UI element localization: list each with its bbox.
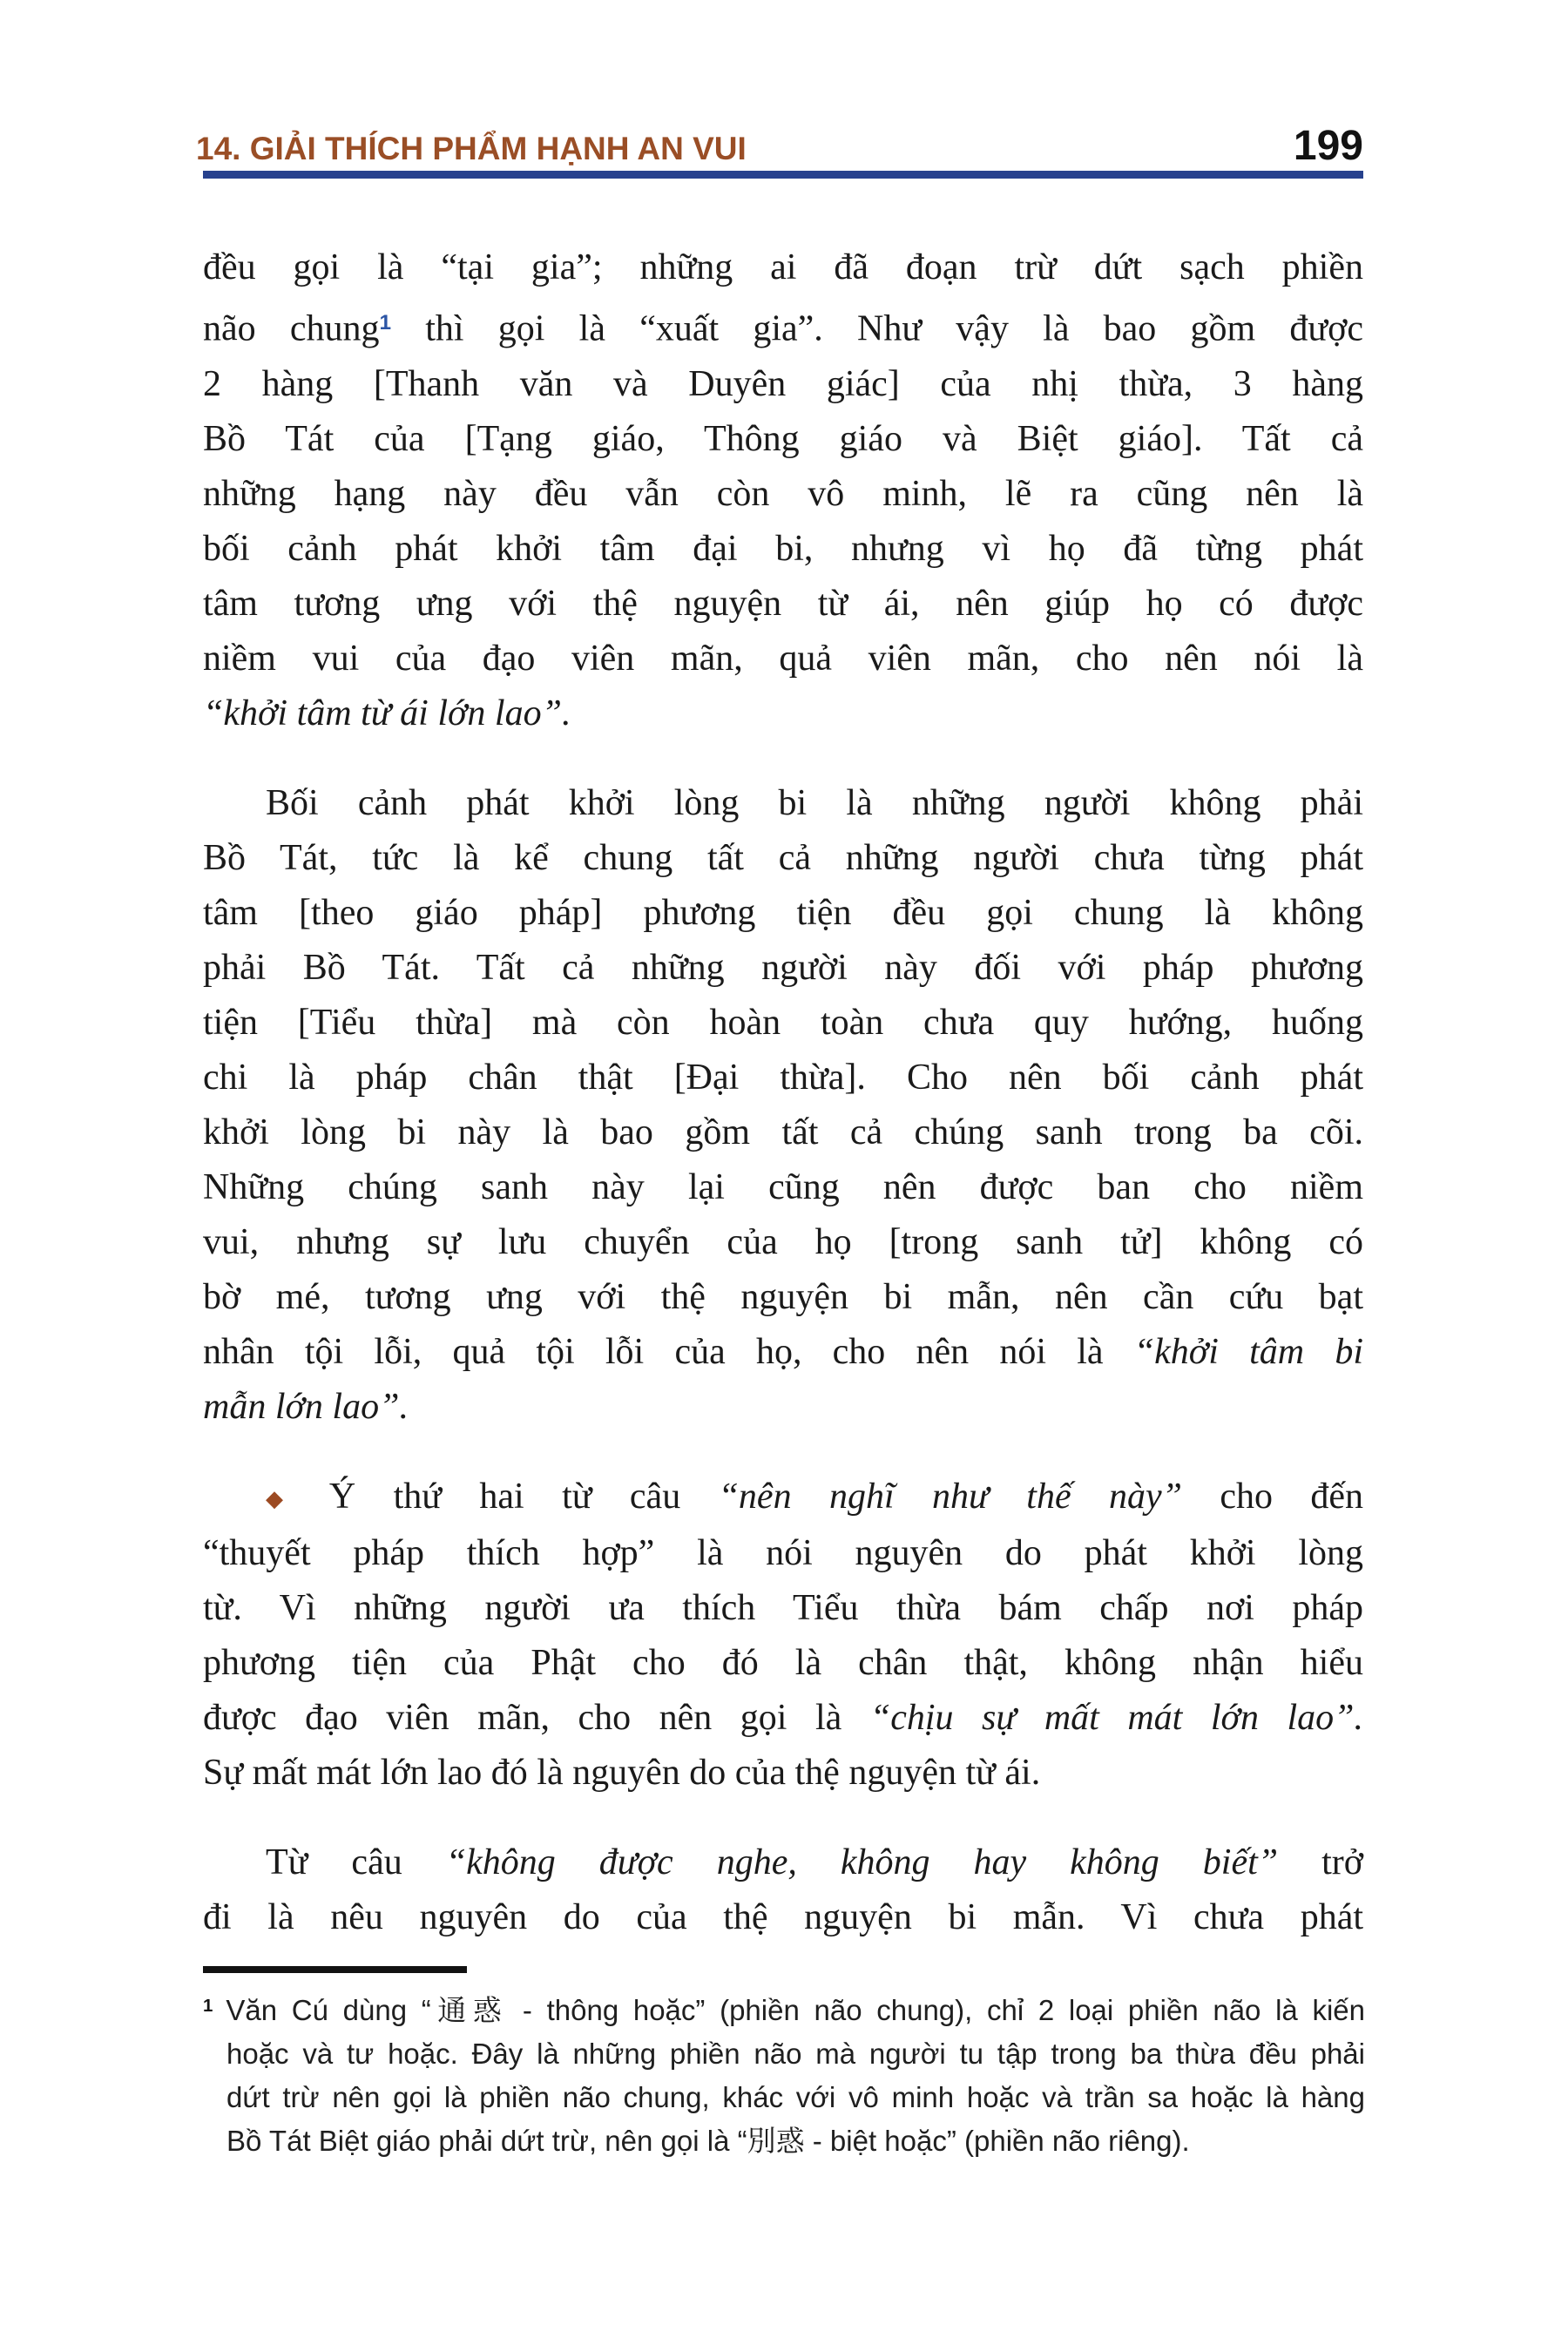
paragraph <box>203 1835 1363 1945</box>
text-line <box>203 1051 1363 1105</box>
text-segment: niềm vui của đạo viên mãn, quả viên mãn, cho nên nói là <box>203 638 1363 679</box>
text-line <box>203 941 1363 996</box>
text-line <box>203 522 1363 577</box>
text-line <box>203 1581 1363 1636</box>
text-segment: tâm [theo giáo pháp] phương tiện đều gọi chung là không <box>203 892 1363 933</box>
paragraph <box>203 776 1363 1435</box>
text-line <box>203 357 1363 412</box>
text-segment: đều gọi là “tại gia”; những ai đã đoạn trừ dứt sạch phiền <box>203 247 1363 287</box>
text-line <box>203 1890 1363 1945</box>
text-line <box>203 1470 1363 1526</box>
text-segment: Sự mất mát lớn lao đó là nguyên do của thệ nguyện từ ái. <box>203 1752 1041 1793</box>
text-segment: bờ mé, tương ưng với thệ nguyện bi mẫn, nên cần cứu bạt <box>203 1276 1363 1317</box>
text-line <box>203 1325 1363 1380</box>
footnote-line <box>203 2076 1365 2119</box>
text-segment: “khởi tâm từ ái lớn lao”. <box>203 693 571 733</box>
text-segment: “thuyết pháp thích hợp” là nói nguyên do phát khởi lòng <box>203 1532 1363 1573</box>
footnote-line <box>203 2119 1365 2163</box>
text-segment: Bồ Tát Biệt giáo phải dứt trừ, nên gọi là “別惑 - biệt hoặc” (phiền não riêng). <box>226 2125 1190 2158</box>
page-header <box>196 125 1363 167</box>
text-line <box>203 1526 1363 1581</box>
text-line <box>203 577 1363 632</box>
text-segment: Văn Cú dùng “通惑 - thông hoặc” (phiền não chung), chỉ 2 loại phiền não là kiến <box>226 1994 1365 2027</box>
text-segment: Từ câu <box>266 1842 446 1882</box>
text-line <box>203 1215 1363 1270</box>
text-segment: đi là nêu nguyên do của thệ nguyện bi mẫn. Vì chưa phát <box>203 1896 1363 1937</box>
text-segment: tâm tương ưng với thệ nguyện từ ái, nên giúp họ có được <box>203 583 1363 624</box>
text-line <box>203 412 1363 467</box>
text-segment: mẫn lớn lao”. <box>203 1386 409 1427</box>
text-segment: “khởi tâm bi <box>1133 1331 1363 1372</box>
text-segment: khởi lòng bi này là bao gồm tất cả chúng sanh trong ba cõi. <box>203 1112 1363 1152</box>
text-line <box>203 1691 1363 1746</box>
text-segment: “không được nghe, không hay không biết” <box>445 1842 1279 1882</box>
text-segment: Bồ Tát của [Tạng giáo, Thông giáo và Biệt giáo]. Tất cả <box>203 418 1363 459</box>
text-line <box>203 1636 1363 1691</box>
text-segment: được đạo viên mãn, cho nên gọi là <box>203 1697 870 1738</box>
footnote <box>203 1984 1365 2163</box>
text-line <box>203 632 1363 686</box>
text-segment: “nên nghĩ như thế này” <box>718 1476 1182 1517</box>
text-segment: từ. Vì những người ưa thích Tiểu thừa bám chấp nơi pháp <box>203 1587 1363 1628</box>
text-segment: Bối cảnh phát khởi lòng bi là những người không phải <box>266 782 1363 823</box>
text-segment: những hạng này đều vẫn còn vô minh, lẽ ra cũng nên là <box>203 473 1363 514</box>
text-line <box>203 831 1363 886</box>
text-segment: dứt trừ nên gọi là phiền não chung, khác với vô minh hoặc và trần sa hoặc là hàng <box>226 2081 1365 2114</box>
footnote-ref-superscript: 1 <box>379 311 392 335</box>
text-line <box>203 1380 1363 1435</box>
paragraph <box>203 240 1363 741</box>
text-line <box>203 1835 1363 1890</box>
text-segment: bối cảnh phát khởi tâm đại bi, nhưng vì họ đã từng phát <box>203 528 1363 569</box>
text-segment: Bồ Tát, tức là kể chung tất cả những người chưa từng phát <box>203 837 1363 878</box>
text-line <box>203 240 1363 295</box>
text-segment: nhân tội lỗi, quả tội lỗi của họ, cho nên nói là <box>203 1331 1134 1372</box>
text-line <box>203 776 1363 831</box>
text-segment: Những chúng sanh này lại cũng nên được ban cho niềm <box>203 1166 1363 1207</box>
text-segment: chi là pháp chân thật [Đại thừa]. Cho nên bối cảnh phát <box>203 1057 1363 1098</box>
footnote-line <box>203 2032 1365 2076</box>
body-text <box>203 240 1363 1945</box>
diamond-bullet-icon: ◆ <box>266 1485 312 1511</box>
text-segment: phương tiện của Phật cho đó là chân thật, không nhận hiểu <box>203 1642 1363 1683</box>
footnote-line <box>203 1984 1365 2032</box>
footnote-marker: 1 <box>203 1996 213 2016</box>
text-line <box>203 996 1363 1051</box>
text-segment: hoặc và tư hoặc. Đây là những phiền não mà người tu tập trong ba thừa đều phải <box>226 2038 1365 2071</box>
text-segment: cho đến <box>1181 1476 1363 1517</box>
text-segment: phải Bồ Tát. Tất cả những người này đối với pháp phương <box>203 947 1363 988</box>
text-line <box>203 1160 1363 1215</box>
chapter-title: 14. GIẢI THÍCH PHẨM HẠNH AN VUI <box>196 131 747 167</box>
text-line <box>203 886 1363 941</box>
text-line <box>203 295 1363 357</box>
text-line <box>203 1105 1363 1160</box>
header-rule <box>203 171 1363 179</box>
text-segment: trở <box>1278 1842 1363 1882</box>
footnote-separator-rule <box>203 1966 467 1973</box>
text-line <box>203 1270 1363 1325</box>
text-segment: “chịu sự mất mát lớn lao”. <box>869 1697 1363 1738</box>
text-segment: não chung <box>203 308 380 349</box>
text-segment: thì gọi là “xuất gia”. Như vậy là bao gồm được <box>391 308 1363 349</box>
text-segment: Ý thứ hai từ câu <box>328 1476 719 1517</box>
paragraph <box>203 1470 1363 1801</box>
text-line <box>203 1746 1363 1801</box>
text-line <box>203 467 1363 522</box>
text-segment: vui, nhưng sự lưu chuyển của họ [trong sanh tử] không có <box>203 1221 1363 1262</box>
text-segment: tiện [Tiểu thừa] mà còn hoàn toàn chưa quy hướng, huống <box>203 1002 1363 1043</box>
page-number: 199 <box>1293 123 1363 169</box>
text-segment: 2 hàng [Thanh văn và Duyên giác] của nhị thừa, 3 hàng <box>203 363 1363 404</box>
text-line <box>203 686 1363 741</box>
